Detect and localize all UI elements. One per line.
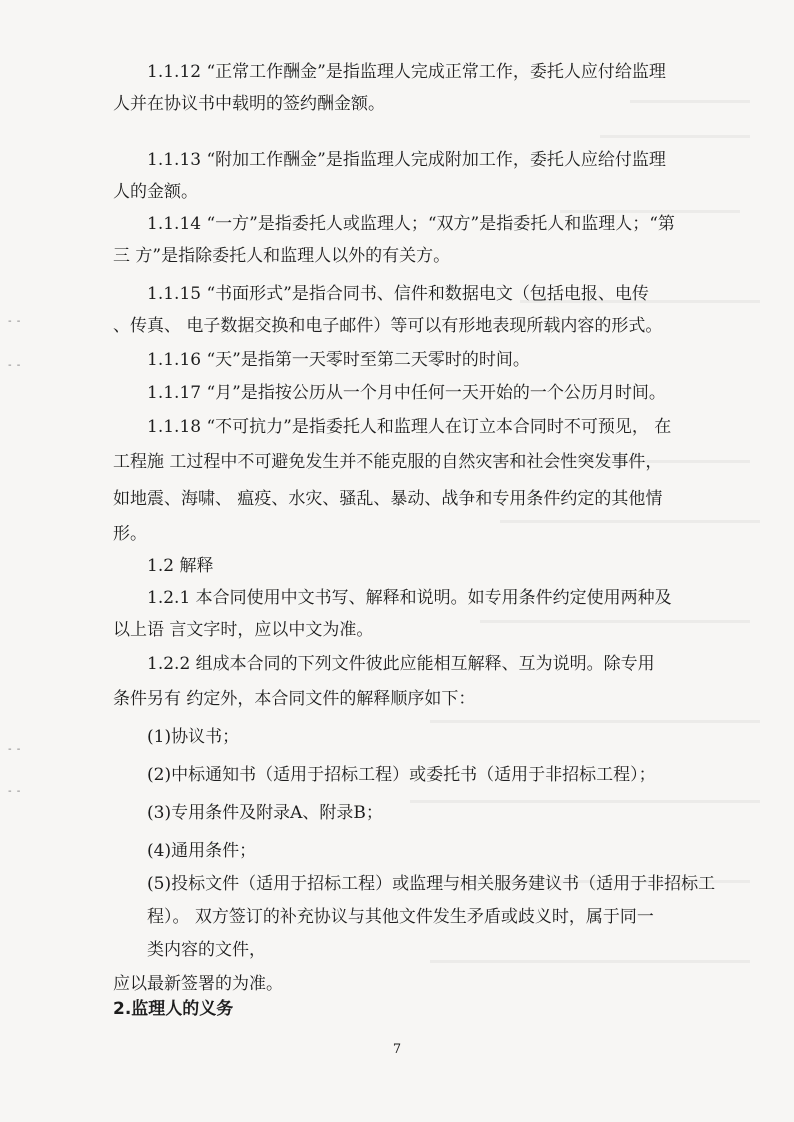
text-line: 1.1.15 “书面形式”是指合同书、信件和数据电文（包括电报、电传 bbox=[147, 284, 649, 304]
text-line: 形。 bbox=[113, 524, 147, 544]
list-item: (3)专用条件及附录A、附录B； bbox=[147, 803, 383, 823]
binding-hole-mark: - - bbox=[8, 786, 22, 797]
text-line: 1.2.2 组成本合同的下列文件彼此应能相互解释、互为说明。除专用 bbox=[147, 654, 655, 674]
text-line: 1.1.13 “附加工作酬金”是指监理人完成附加工作，委托人应给付监理 bbox=[147, 150, 666, 170]
binding-hole-mark: - - bbox=[8, 360, 22, 371]
text-line: 三 方”是指除委托人和监理人以外的有关方。 bbox=[113, 246, 451, 266]
text-line: 程）。 双方签订的补充协议与其他文件发生矛盾或歧义时，属于同一 bbox=[147, 907, 654, 927]
text-line: 如地震、海啸、 瘟疫、水灾、骚乱、暴动、战争和专用条件约定的其他情 bbox=[113, 489, 663, 509]
list-item: (2)中标通知书（适用于招标工程）或委托书（适用于非招标工程）； bbox=[147, 765, 656, 785]
text-line: 1.1.18 “不可抗力”是指委托人和监理人在订立本合同时不可预见， 在 bbox=[147, 417, 672, 437]
text-line: 类内容的文件， bbox=[147, 940, 266, 960]
text-line: 1.1.17 “月”是指按公历从一个月中任何一天开始的一个公历月时间。 bbox=[147, 383, 666, 403]
text-line: 1.1.16 “天”是指第一天零时至第二天零时的时间。 bbox=[147, 350, 530, 370]
list-item: (1)协议书； bbox=[147, 727, 240, 747]
text-line: 以上语 言文字时，应以中文为准。 bbox=[113, 620, 374, 640]
list-item: (4)通用条件； bbox=[147, 841, 257, 861]
page-number: 7 bbox=[392, 1042, 402, 1057]
text-line: 应以最新签署的为准。 bbox=[113, 974, 283, 994]
text-line: 人的金额。 bbox=[113, 182, 198, 202]
section-heading-2: 2.监理人的义务 bbox=[113, 999, 234, 1019]
section-heading-1-2: 1.2 解释 bbox=[147, 556, 214, 576]
binding-hole-mark: - - bbox=[8, 744, 22, 755]
text-line: 1.1.12 “正常工作酬金”是指监理人完成正常工作，委托人应付给监理 bbox=[147, 62, 666, 82]
text-line: 1.1.14 “一方”是指委托人或监理人；“双方”是指委托人和监理人；“第 bbox=[147, 214, 675, 234]
text-line: 条件另有 约定外，本合同文件的解释顺序如下： bbox=[113, 689, 476, 709]
text-line: 人并在协议书中载明的签约酬金额。 bbox=[113, 94, 385, 114]
binding-hole-mark: - - bbox=[8, 316, 22, 327]
text-line: 1.2.1 本合同使用中文书写、解释和说明。如专用条件约定使用两种及 bbox=[147, 588, 672, 608]
text-line: 、传真、 电子数据交换和电子邮件）等可以有形地表现所载内容的形式。 bbox=[113, 316, 663, 336]
text-line: 工程施 工过程中不可避免发生并不能克服的自然灾害和社会性突发事件， bbox=[113, 452, 663, 472]
list-item: (5)投标文件（适用于招标工程）或监理与相关服务建议书（适用于非招标工 bbox=[147, 874, 716, 894]
